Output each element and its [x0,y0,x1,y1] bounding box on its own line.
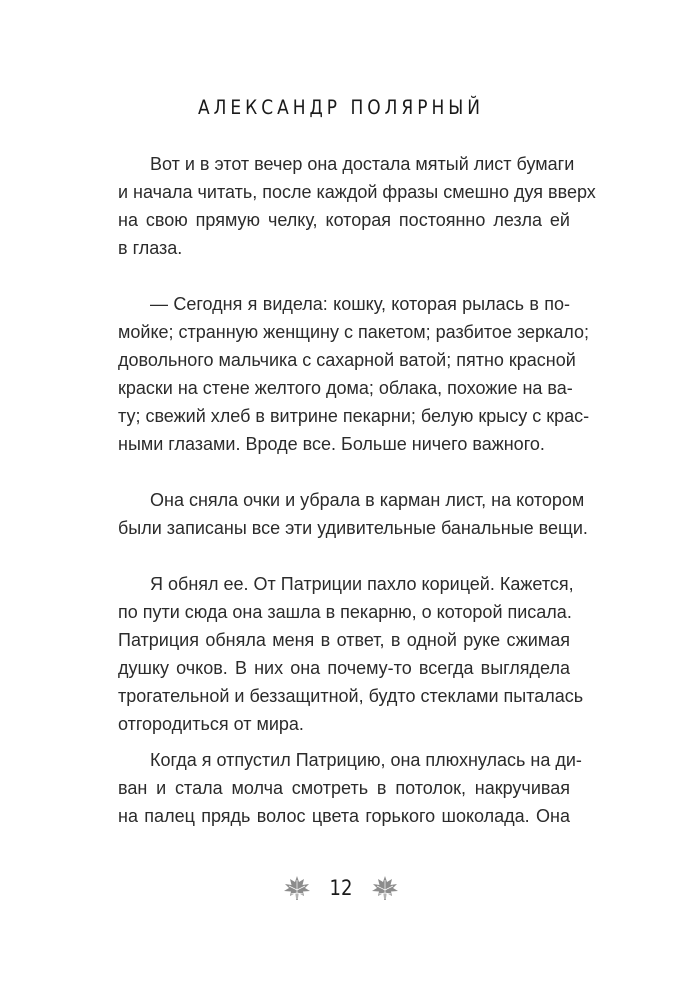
text-line: ту; свежий хлеб в витрине пекарни; белую крысу с крас- [118,406,590,426]
text-line: довольного мальчика с сахарной ватой; пятно красной [118,350,576,370]
text-line: душку очков. В них она почему-то всегда выглядела [118,658,570,678]
paragraph-1 [118,150,596,262]
text-line: по пути сюда она зашла в пекарню, о которой писала. [118,602,572,622]
text-line: Когда я отпустил Патрицию, она плюхнулась на ди- [150,750,582,770]
text-line: трогательной и беззащитной, будто стеклами пыталась [118,686,584,706]
text-line: краски на стене желтого дома; облака, похожие на ва- [118,378,573,398]
paragraph-4 [118,570,584,738]
text-line: отгородиться от мира. [118,714,304,734]
running-header-author: АЛЕКСАНДР ПОЛЯРНЫЙ [198,96,484,120]
text-line: Патриция обняла меня в ответ, в одной руке сжимая [118,630,570,650]
text-line: и начала читать, после каждой фразы смешно дуя вверх [118,182,596,202]
text-line: ван и стала молча смотреть в потолок, накручивая [118,778,570,798]
maple-leaf-icon [282,875,312,901]
paragraph-5 [118,746,582,830]
maple-leaf-icon [370,875,400,901]
text-line: ными глазами. Вроде все. Больше ничего важного. [118,434,545,454]
text-line: Вот и в этот вечер она достала мятый лист бумаги [150,154,575,174]
text-line: на свою прямую челку, которая постоянно лезла ей [118,210,570,230]
page-footer [0,868,682,908]
paragraph-2 [118,290,590,458]
text-line: — Сегодня я видела: кошку, которая рылась в по- [150,294,570,314]
text-line: были записаны все эти удивительные банальные вещи. [118,518,588,538]
text-line: на палец прядь волос цвета горького шоколада. Она [118,806,570,826]
page-number: 12 [329,875,353,901]
text-line: Я обнял ее. От Патриции пахло корицей. Кажется, [150,574,574,594]
text-line: в глаза. [118,238,183,258]
paragraph-3 [118,486,588,542]
text-line: мойке; странную женщину с пакетом; разбитое зеркало; [118,322,590,342]
text-line: Она сняла очки и убрала в карман лист, на котором [150,490,585,510]
